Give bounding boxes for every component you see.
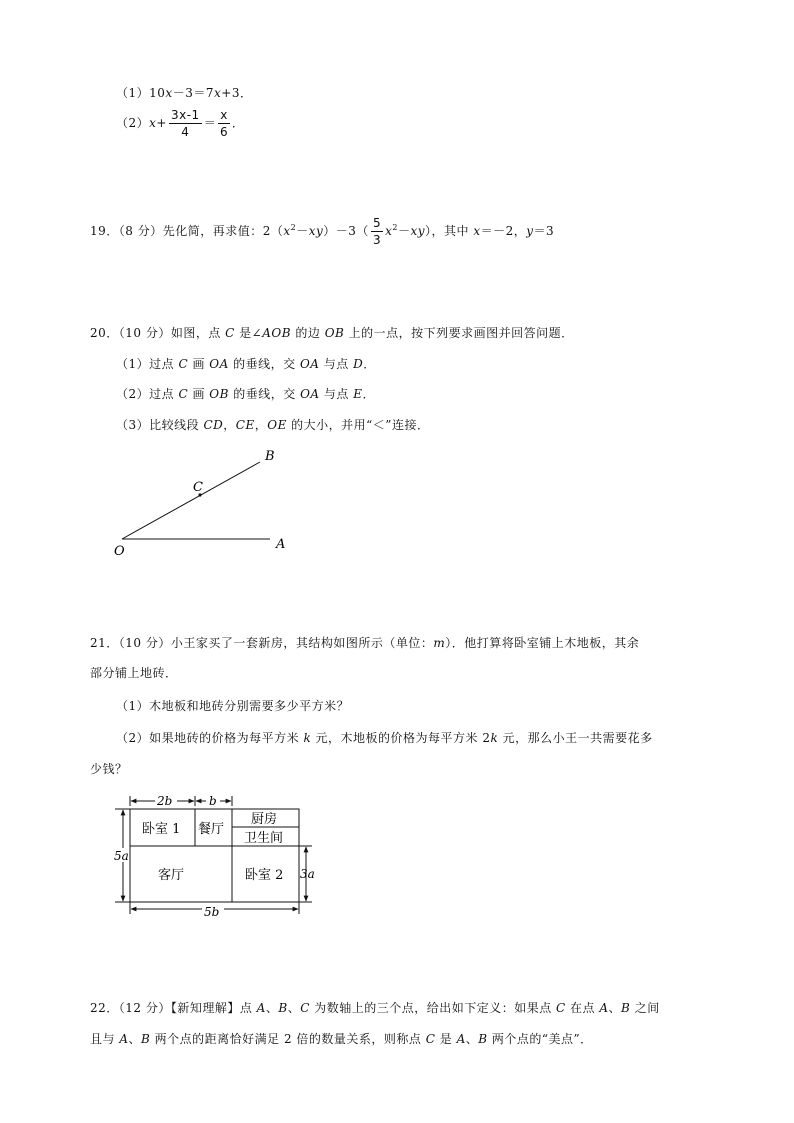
label-c: C	[193, 480, 203, 495]
q20-step-3: （3）比较线段 CD，CE，OE 的大小，并用“＜”连接．	[116, 418, 430, 432]
dim-2b-label: 2b	[157, 794, 173, 808]
q21-step-2: （2）如果地砖的价格为每平方米 k 元，木地板的价格为每平方米 2k 元，那么小王一共需要花多	[116, 731, 653, 745]
floor-plan-figure	[110, 790, 325, 925]
room-bathroom: 卫生间	[244, 831, 284, 846]
q21-line-2: 部分铺上地砖．	[90, 666, 178, 680]
question-22: 22．（12 分）【新知理解】点 A、B、C 为数轴上的三个点，给出如下定义：如果点 C 在点 A、B 之间	[90, 1001, 660, 1015]
label-o: O	[114, 544, 125, 559]
ray-ob	[122, 462, 260, 539]
fraction-3x-1-over-4: $\frac{3x-1}{4}$	[170, 108, 200, 139]
question-19: 19．（8 分）先化简，再求值：$2(x^2-xy)-3$（ $\frac{5}{3}$ $x^2-xy$），其中 x＝－2，y＝3	[90, 216, 555, 247]
dim-b-label: b	[209, 794, 217, 808]
room-living: 客厅	[158, 868, 185, 883]
q18-item2: （2）x+ $\frac{3x-1}{4}$ ＝ $\frac{x}{6}$ ．	[116, 108, 245, 139]
q21-step-1: （1）木地板和地砖分别需要多少平方米？	[116, 699, 350, 713]
question-20: 20．（10 分）如图，点 C 是∠AOB 的边 OB 上的一点，按下列要求画图并回答问题．	[90, 326, 574, 340]
room-bedroom-1: 卧室 1	[142, 822, 181, 837]
dim-3a-label: 3a	[300, 867, 315, 881]
room-bedroom-2: 卧室 2	[245, 868, 284, 883]
question-21: 21．（10 分）小王家买了一套新房，其结构如图所示（单位：m）．他打算将卧室铺上木地板，其余	[90, 636, 640, 650]
fraction-x-over-6: $\frac{x}{6}$	[219, 108, 229, 139]
q20-step-1: （1）过点 C 画 OA 的垂线，交 OA 与点 D．	[116, 357, 376, 371]
room-kitchen: 厨房	[251, 812, 278, 827]
angle-aob-figure	[110, 445, 300, 560]
q22-line-2: 且与 A、B 两个点的距离恰好满足 2 倍的数量关系，则称点 C 是 A、B 两个点的“美点”．	[90, 1032, 593, 1046]
dim-5b-label: 5b	[204, 905, 220, 919]
dim-5a-label: 5a	[114, 849, 129, 863]
label-b: B	[265, 449, 275, 464]
label-a: A	[276, 537, 286, 552]
room-dining: 餐厅	[198, 822, 225, 837]
q21-step-2-cont: 少钱？	[90, 762, 128, 776]
q18-item1: （1）10x－3＝7x+3．	[116, 86, 253, 100]
q20-step-2: （2）过点 C 画 OB 的垂线，交 OA 与点 E．	[116, 387, 376, 401]
fraction-5-over-3: $\frac{5}{3}$	[372, 216, 382, 247]
